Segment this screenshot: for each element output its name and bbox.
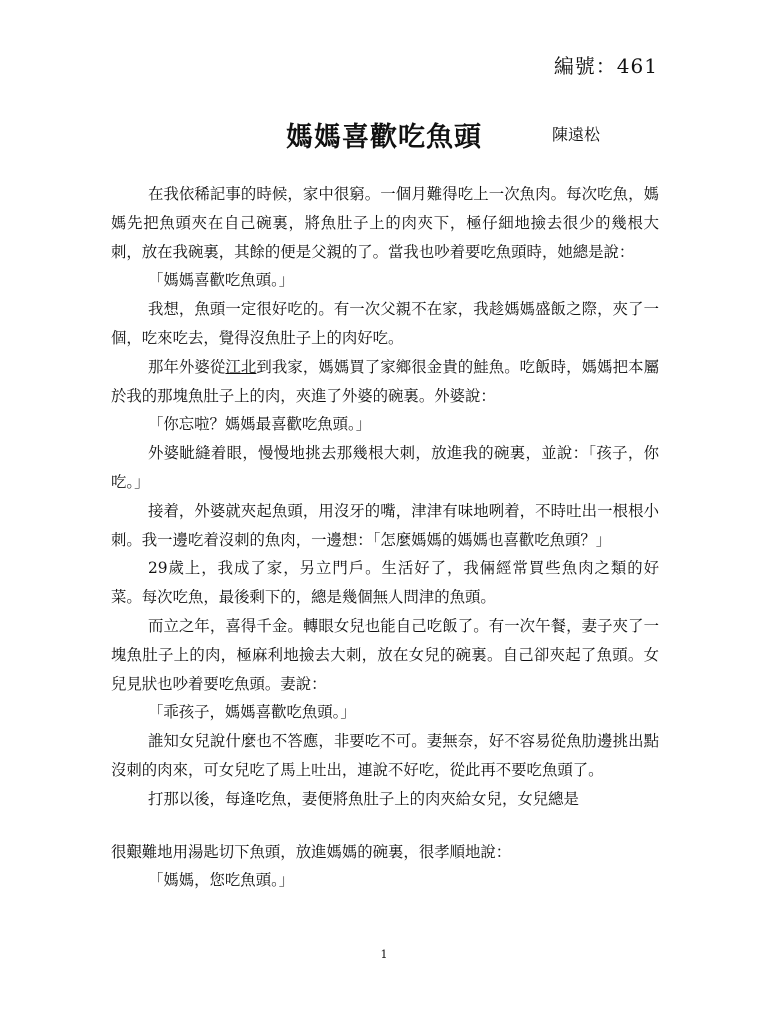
paragraph: 外婆眦縫着眼，慢慢地挑去那幾根大刺，放進我的碗裏，並說：「孩子，你吃。」 bbox=[111, 444, 659, 491]
paragraph bbox=[111, 353, 659, 411]
paragraph: 誰知女兒說什麼也不答應，非要吃不可。妻無奈，好不容易從魚肋邊挑出點沒刺的肉來，可女兒吃了馬上吐出，連說不好吃，從此再不要吃魚頭了。 bbox=[111, 732, 659, 779]
paragraph: 很艱難地用湯匙切下魚頭，放進媽媽的碗裏，很孝順地說： bbox=[111, 842, 512, 861]
paragraph: 打那以後，每逢吃魚，妻便將魚肚子上的肉夾給女兒，女兒總是 bbox=[147, 789, 579, 808]
paragraph: 「媽媽，您吃魚頭。」 bbox=[147, 871, 295, 890]
paragraph: 在我依稀記事的時候，家中很窮。一個月難得吃上一次魚肉。每次吃魚，媽媽先把魚頭夾在自己碗裏，將魚肚子上的肉夾下，極仔細地撿去很少的幾根大刺，放在我碗裏，其餘的便是父親的了。當我也吵着要吃魚頭時，她總是說： bbox=[111, 185, 659, 261]
place-name-underlined: 江北 bbox=[225, 357, 257, 376]
paragraph: 我想，魚頭一定很好吃的。有一次父親不在家，我趁媽媽盛飯之際，夾了一個，吃來吃去，覺得沒魚肚子上的肉好吃。 bbox=[111, 300, 659, 347]
page-title: 媽媽喜歡吃魚頭 bbox=[286, 122, 482, 153]
paragraph: 「乖孩子，媽媽喜歡吃魚頭。」 bbox=[147, 703, 356, 722]
article-body bbox=[111, 180, 659, 895]
document-number: 編號：461 bbox=[553, 54, 658, 78]
paragraph: 29歲上，我成了家，另立門戶。生活好了，我倆經常買些魚肉之類的好菜。每次吃魚，最後剩下的，總是幾個無人問津的魚頭。 bbox=[111, 559, 659, 607]
paragraph-text: 到我家，媽媽買了家鄉很金貴的鮭魚。吃飯時，媽媽把本屬於我的那塊魚肚子上的肉，夾進了外婆的碗裏。外婆說： bbox=[111, 357, 659, 405]
paragraph: 而立之年，喜得千金。轉眼女兒也能自己吃飯了。有一次午餐，妻子夾了一塊魚肚子上的肉，極麻利地撿去大刺，放在女兒的碗裏。自己卻夾起了魚頭。女兒見狀也吵着要吃魚頭。妻說： bbox=[111, 616, 659, 693]
author-name: 陳遠松 bbox=[552, 125, 601, 144]
paragraph-text: 那年外婆從 bbox=[147, 357, 226, 376]
paragraph: 「媽媽喜歡吃魚頭。」 bbox=[147, 271, 295, 290]
paragraph: 接着，外婆就夾起魚頭，用沒牙的嘴，津津有味地咧着，不時吐出一根根小刺。我一邊吃着沒刺的魚肉，一邊想：「怎麼媽媽的媽媽也喜歡吃魚頭？」 bbox=[111, 501, 659, 549]
paragraph: 「你忘啦？媽媽最喜歡吃魚頭。」 bbox=[147, 415, 372, 434]
page-number: 1 bbox=[380, 948, 388, 961]
